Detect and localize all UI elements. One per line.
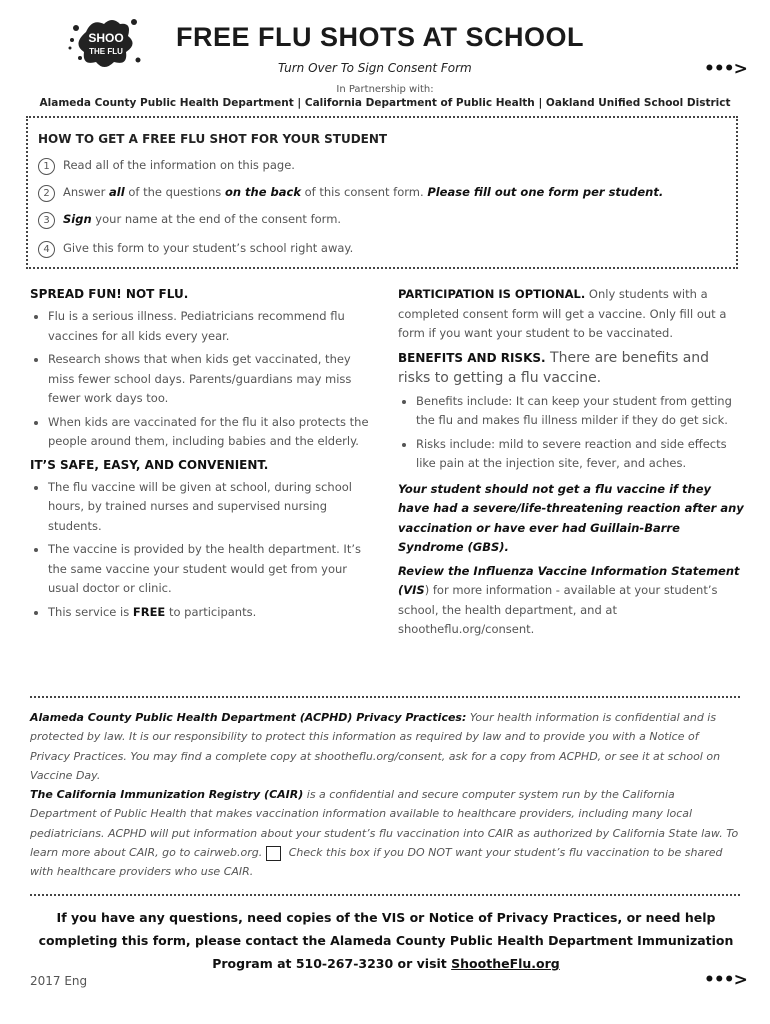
list-item: • The vaccine is provided by the health department. It’s the same vaccine your student would get from your usual doctor or clinic. <box>48 540 370 599</box>
list-item <box>48 603 370 623</box>
section-heading-safe: IT’S SAFE, EASY, AND CONVENIENT. <box>30 457 269 472</box>
howto-title: HOW TO GET A FREE FLU SHOT FOR YOUR STUDENT <box>38 132 388 146</box>
list-item: • When kids are vaccinated for the flu it also protects the people around them, including babies and the elderly. <box>48 413 370 452</box>
participation-paragraph <box>398 285 744 344</box>
vis-paragraph <box>398 562 744 640</box>
step-text: of this consent form. <box>300 185 428 199</box>
left-column <box>30 285 370 626</box>
step-2 <box>38 185 663 202</box>
list-item: • Benefits include: It can keep your student from getting the flu and makes flu illness milder if they do get sick. <box>416 392 744 431</box>
next-page-arrow-icon: •••> <box>704 59 747 79</box>
privacy-heading: Alameda County Public Health Department (ACPHD) Privacy Practices: <box>30 711 467 724</box>
step-emphasis: all <box>109 185 125 199</box>
benefits-list <box>398 392 744 474</box>
privacy-text: , ask for a copy from ACPHD, or see it at school on Vaccine Day. <box>30 749 721 782</box>
shoo-the-flu-logo <box>66 14 144 72</box>
list-item: • The flu vaccine will be given at school, during school hours, by trained nurses and supervised nursing students. <box>48 478 370 537</box>
howto-box <box>26 116 738 269</box>
spread-fun-list <box>30 307 370 452</box>
step-emphasis: Sign <box>63 212 92 226</box>
safe-list <box>30 478 370 623</box>
step-number: 4 <box>38 241 55 258</box>
step-3 <box>38 212 341 229</box>
step-text: Give this form to your student’s school right away. <box>63 241 354 255</box>
benefits-heading: BENEFITS AND RISKS. <box>398 350 546 365</box>
consent-link[interactable]: shootheflu.org/consent <box>314 749 442 763</box>
vis-emphasis: Review the Influenza Vaccine Information Statement (VIS <box>398 563 740 597</box>
list-item: • Risks include: mild to severe reaction and side effects like pain at the injection site, fever, and aches. <box>416 435 744 474</box>
cair-text: is a confidential and secure computer system run by the California Department of Public Health that makes vaccination information available to healthcare providers, including many local pediatricians. ACPHD will put information about your student’s flu vaccination into CAIR as authorized by California State law. To learn more about CAIR, go to <box>30 788 739 860</box>
free-emphasis: FREE <box>132 604 166 619</box>
checkbox-label: Check this box if you DO NOT want your student’s flu vaccination to be shared with healthcare providers who use CAIR. <box>30 846 723 879</box>
contact-info <box>30 906 742 975</box>
participation-heading: PARTICIPATION IS OPTIONAL. <box>398 287 586 301</box>
step-text: of the questions <box>124 185 225 199</box>
step-4 <box>38 241 353 258</box>
step-1 <box>38 158 295 175</box>
benefits-paragraph <box>398 348 744 388</box>
step-number: 3 <box>38 212 55 229</box>
right-column <box>398 285 744 640</box>
contact-text: If you have any questions, need copies of the VIS or Notice of Privacy Practices, or need help completing this form, please contact the Alameda County Public Health Department Immunization Program at 510-267-3230 or visit <box>38 910 734 971</box>
cair-opt-out-checkbox[interactable] <box>266 846 281 861</box>
subtitle: Turn Over To Sign Consent Form <box>278 61 472 75</box>
cair-heading: The California Immunization Registry (CAIR) <box>30 788 304 802</box>
list-item: • Flu is a serious illness. Pediatricians recommend flu vaccines for all kids every year. <box>48 307 370 346</box>
privacy-text: Your health information is confidential and is protected by law. It is our responsibility to protect this information as required by law and to provide you with a Notice of Privacy Practices. You may find a complete copy at <box>30 711 717 763</box>
next-page-arrow-icon: •••> <box>704 970 747 990</box>
participation-text: Only students with a completed consent form will get a vaccine. Only fill out a form if you want your student to be vaccinated. <box>398 287 727 340</box>
step-text: Answer <box>63 185 110 199</box>
divider <box>30 696 740 698</box>
privacy-section <box>30 708 742 882</box>
step-number: 2 <box>38 185 55 202</box>
version-label: 2017 Eng <box>30 974 88 988</box>
logo-text-bottom: THE FLU <box>89 47 123 56</box>
cairweb-link[interactable]: cairweb.org <box>193 846 259 860</box>
list-item: • Research shows that when kids get vaccinated, they miss fewer school days. Parents/guardians may miss fewer work days too. <box>48 350 370 409</box>
page-title: FREE FLU SHOTS AT SCHOOL <box>176 22 584 52</box>
logo-text-top: SHOO <box>88 31 124 45</box>
cair-text: . <box>258 846 263 860</box>
divider <box>30 894 740 896</box>
step-number: 1 <box>38 158 55 175</box>
list-item-text: to participants. <box>165 604 257 619</box>
step-emphasis: on the back <box>224 185 301 199</box>
step-emphasis: Please fill out one form per student. <box>427 185 664 199</box>
partner-list: Alameda County Public Health Department | California Department of Public Health | Oakland Unified School District <box>39 97 731 109</box>
benefits-text: There are benefits and risks to getting a flu vaccine. <box>398 349 710 386</box>
partner-label: In Partnership with: <box>336 84 434 95</box>
step-text: Read all of the information on this page. <box>63 158 295 172</box>
vis-text: ) for more information - available at your student’s school, the health department, and at shootheflu.org/consent. <box>398 583 718 636</box>
gbs-warning: Your student should not get a flu vaccine if they have had a severe/life-threatening reaction after any vaccination or have ever had Guillain-Barre Syndrome (GBS). <box>398 481 744 554</box>
list-item-text: This service is <box>48 604 133 619</box>
shootheflu-link[interactable]: ShootheFlu.org <box>451 956 560 971</box>
step-text: your name at the end of the consent form. <box>91 212 342 226</box>
section-heading-spread-fun: SPREAD FUN! NOT FLU. <box>30 287 189 301</box>
